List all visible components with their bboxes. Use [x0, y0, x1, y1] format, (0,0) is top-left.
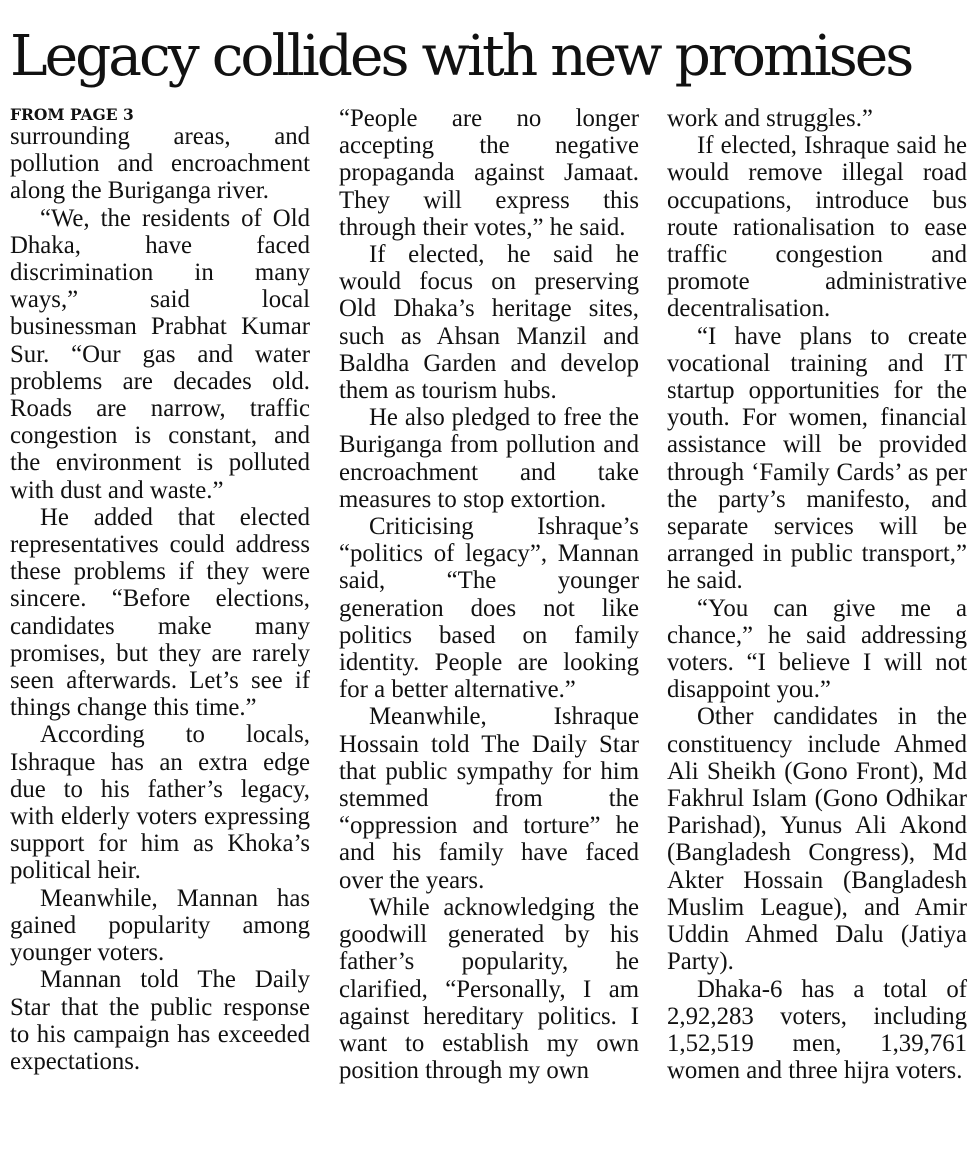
article-column-2: [339, 104, 639, 1084]
article-column-1: [10, 104, 310, 1075]
article-column-3: [667, 104, 967, 1084]
paragraph: surrounding areas, and pollution and encroachment along the Buriganga river.: [10, 123, 310, 205]
paragraph: Meanwhile, Ishraque Hossain told The Daily Star that public sympathy for him stemmed from the “oppression and torture” he and his family have faced over the years.: [339, 703, 639, 894]
paragraph: “People are no longer accepting the negative propaganda against Jamaat. They will express this through their votes,” he said.: [339, 105, 639, 241]
paragraph: He also pledged to free the Buriganga from pollution and encroachment and take measures to stop extortion.: [339, 404, 639, 513]
paragraph: work and struggles.”: [667, 105, 873, 132]
paragraph: If elected, he said he would focus on preserving Old Dhaka’s heritage sites, such as Ahsan Manzil and Baldha Garden and develop them as tourism hubs.: [339, 241, 639, 405]
paragraph: If elected, Ishraque said he would remove illegal road occupations, introduce bus route rationalisation to ease traffic congestion and promote administrative decentralisation.: [667, 132, 967, 323]
paragraph: Dhaka-6 has a total of 2,92,283 voters, including 1,52,519 men, 1,39,761 women and three hijra voters.: [667, 975, 967, 1085]
paragraph: “I have plans to create vocational training and IT startup opportunities for the youth. For women, financial assistance will be provided through ‘Family Cards’ as per the party’s manifesto, and separate services will be arranged in public transport,” he said.: [667, 322, 967, 595]
paragraph: “You can give me a chance,” he said addressing voters. “I believe I will not disappoint you.”: [667, 594, 967, 704]
paragraph: While acknowledging the goodwill generated by his father’s popularity, he clarified, “Personally, I am against hereditary politics. I want to establish my own position through my own: [339, 893, 639, 1085]
paragraph: He added that elected representatives could address these problems if they were sincere. “Before elections, candidates make many promises, but they are rarely seen afterwards. Let’s see if things change this time.”: [10, 503, 310, 722]
paragraph: According to locals, Ishraque has an extra edge due to his father’s legacy, with elderly voters expressing support for him as Khoka’s political heir.: [10, 721, 310, 885]
paragraph: Mannan told The Daily Star that the public response to his campaign has exceeded expectations.: [10, 966, 310, 1075]
paragraph: “We, the residents of Old Dhaka, have faced discrimination in many ways,” said local businessman Prabhat Kumar Sur. “Our gas and water problems are decades old. Roads are narrow, traffic congestion is constant, and the environment is polluted with dust and waste.”: [10, 204, 310, 504]
paragraph: Other candidates in the constituency include Ahmed Ali Sheikh (Gono Front), Md Fakhrul Islam (Gono Odhikar Parishad), Yunus Ali Akond (Bangladesh Congress), Md Akter Hossain (Bangladesh Muslim League), and Amir Uddin Ahmed Dalu (Jatiya Party).: [667, 703, 967, 976]
jump-line: FROM PAGE 3: [10, 105, 134, 124]
paragraph: Meanwhile, Mannan has gained popularity among younger voters.: [10, 884, 310, 967]
headline: Legacy collides with new promises: [10, 23, 912, 89]
paragraph: Criticising Ishraque’s “politics of legacy”, Mannan said, “The younger generation does not like politics based on family identity. People are looking for a better alternative.”: [339, 513, 639, 704]
